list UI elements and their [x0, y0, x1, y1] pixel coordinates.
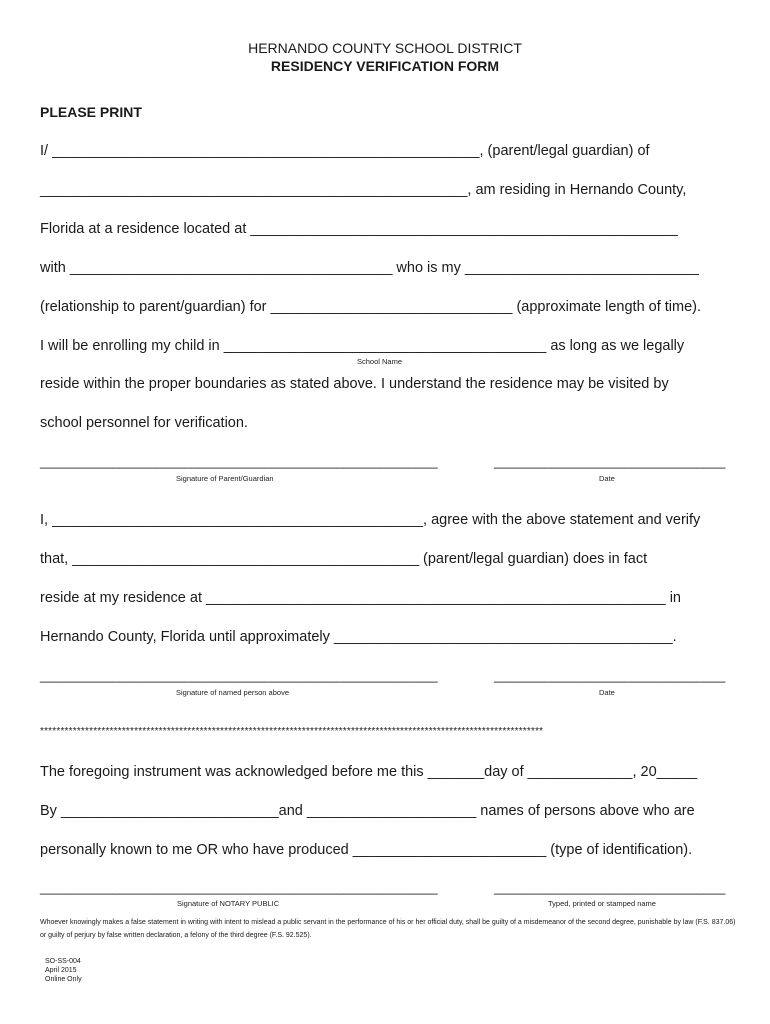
residence-address-line: Florida at a residence located at _____________________________________________________ — [40, 221, 678, 237]
host-until-line: Hernando County, Florida until approximately __________________________________________. — [40, 629, 677, 645]
legal-warning-text: Whoever knowingly makes a false statement in writing with intent to mislead a public servant in the performance of his or her official duty, shall be guilty of a misdemeanor of the second degree, punishable by law (F.S. 837.06) or guilty of perjury by false written declaration, a felony of the third degree (F.S. 92.525). — [40, 919, 736, 939]
notary-identification-line: personally known to me OR who have produced ________________________ (type of identification). — [40, 842, 693, 858]
notary-acknowledged-line: The foregoing instrument was acknowledged before me this _______day of _____________, 20_____ — [40, 764, 698, 780]
child-name-line: _____________________________________________________, am residing in Hernando County, — [40, 182, 687, 198]
school-enrollment-line: I will be enrolling my child in ________________________________________ as long as we legally — [40, 338, 685, 354]
notary-name-line: ________________________________ — [494, 880, 726, 895]
form-availability-note: Online Only — [45, 976, 82, 983]
host-date-line: ________________________________ — [494, 668, 726, 683]
form-code-block — [45, 957, 165, 984]
notary-signature-line: _______________________________________________________ — [40, 880, 438, 895]
form-title: RESIDENCY VERIFICATION FORM — [270, 58, 500, 74]
host-signature-caption: Signature of named person above — [176, 688, 289, 697]
notary-signature-caption: Signature of NOTARY PUBLIC — [177, 899, 280, 908]
host-that-line: that, ___________________________________________ (parent/legal guardian) does in fact — [40, 551, 648, 567]
parent-date-line: ________________________________ — [494, 454, 726, 469]
relationship-length-line: (relationship to parent/guardian) for ______________________________ (approximate length of time). — [40, 299, 702, 315]
please-print-heading: PLEASE PRINT — [40, 104, 142, 120]
host-residence-line: reside at my residence at _________________________________________________________ in — [40, 590, 681, 606]
parent-date-caption: Date — [599, 474, 615, 483]
form-revision-date: April 2015 — [45, 967, 77, 974]
notary-by-line: By ___________________________and _____________________ names of persons above who are — [40, 803, 695, 819]
parent-name-line: I/ _____________________________________________________, (parent/legal guardian) of — [40, 143, 650, 159]
parent-signature-line: _______________________________________________________ — [40, 454, 438, 469]
host-date-caption: Date — [599, 688, 615, 697]
section-separator: *************************************************************************************************************************** — [40, 726, 544, 737]
boundaries-statement-line: reside within the proper boundaries as stated above. I understand the residence may be visited by — [40, 376, 669, 392]
school-name-caption: School Name — [357, 357, 403, 366]
host-name-line: I, ______________________________________________, agree with the above statement and verify — [40, 512, 701, 528]
form-code: SO-SS-004 — [45, 958, 81, 965]
resident-with-line: with ________________________________________ who is my _____________________________ — [40, 260, 699, 276]
parent-signature-caption: Signature of Parent/Guardian — [176, 474, 274, 483]
verification-statement-line: school personnel for verification. — [40, 415, 248, 431]
district-name: HERNANDO COUNTY SCHOOL DISTRICT — [248, 40, 522, 56]
host-signature-line: _______________________________________________________ — [40, 668, 438, 683]
notary-name-caption: Typed, printed or stamped name — [548, 899, 656, 908]
